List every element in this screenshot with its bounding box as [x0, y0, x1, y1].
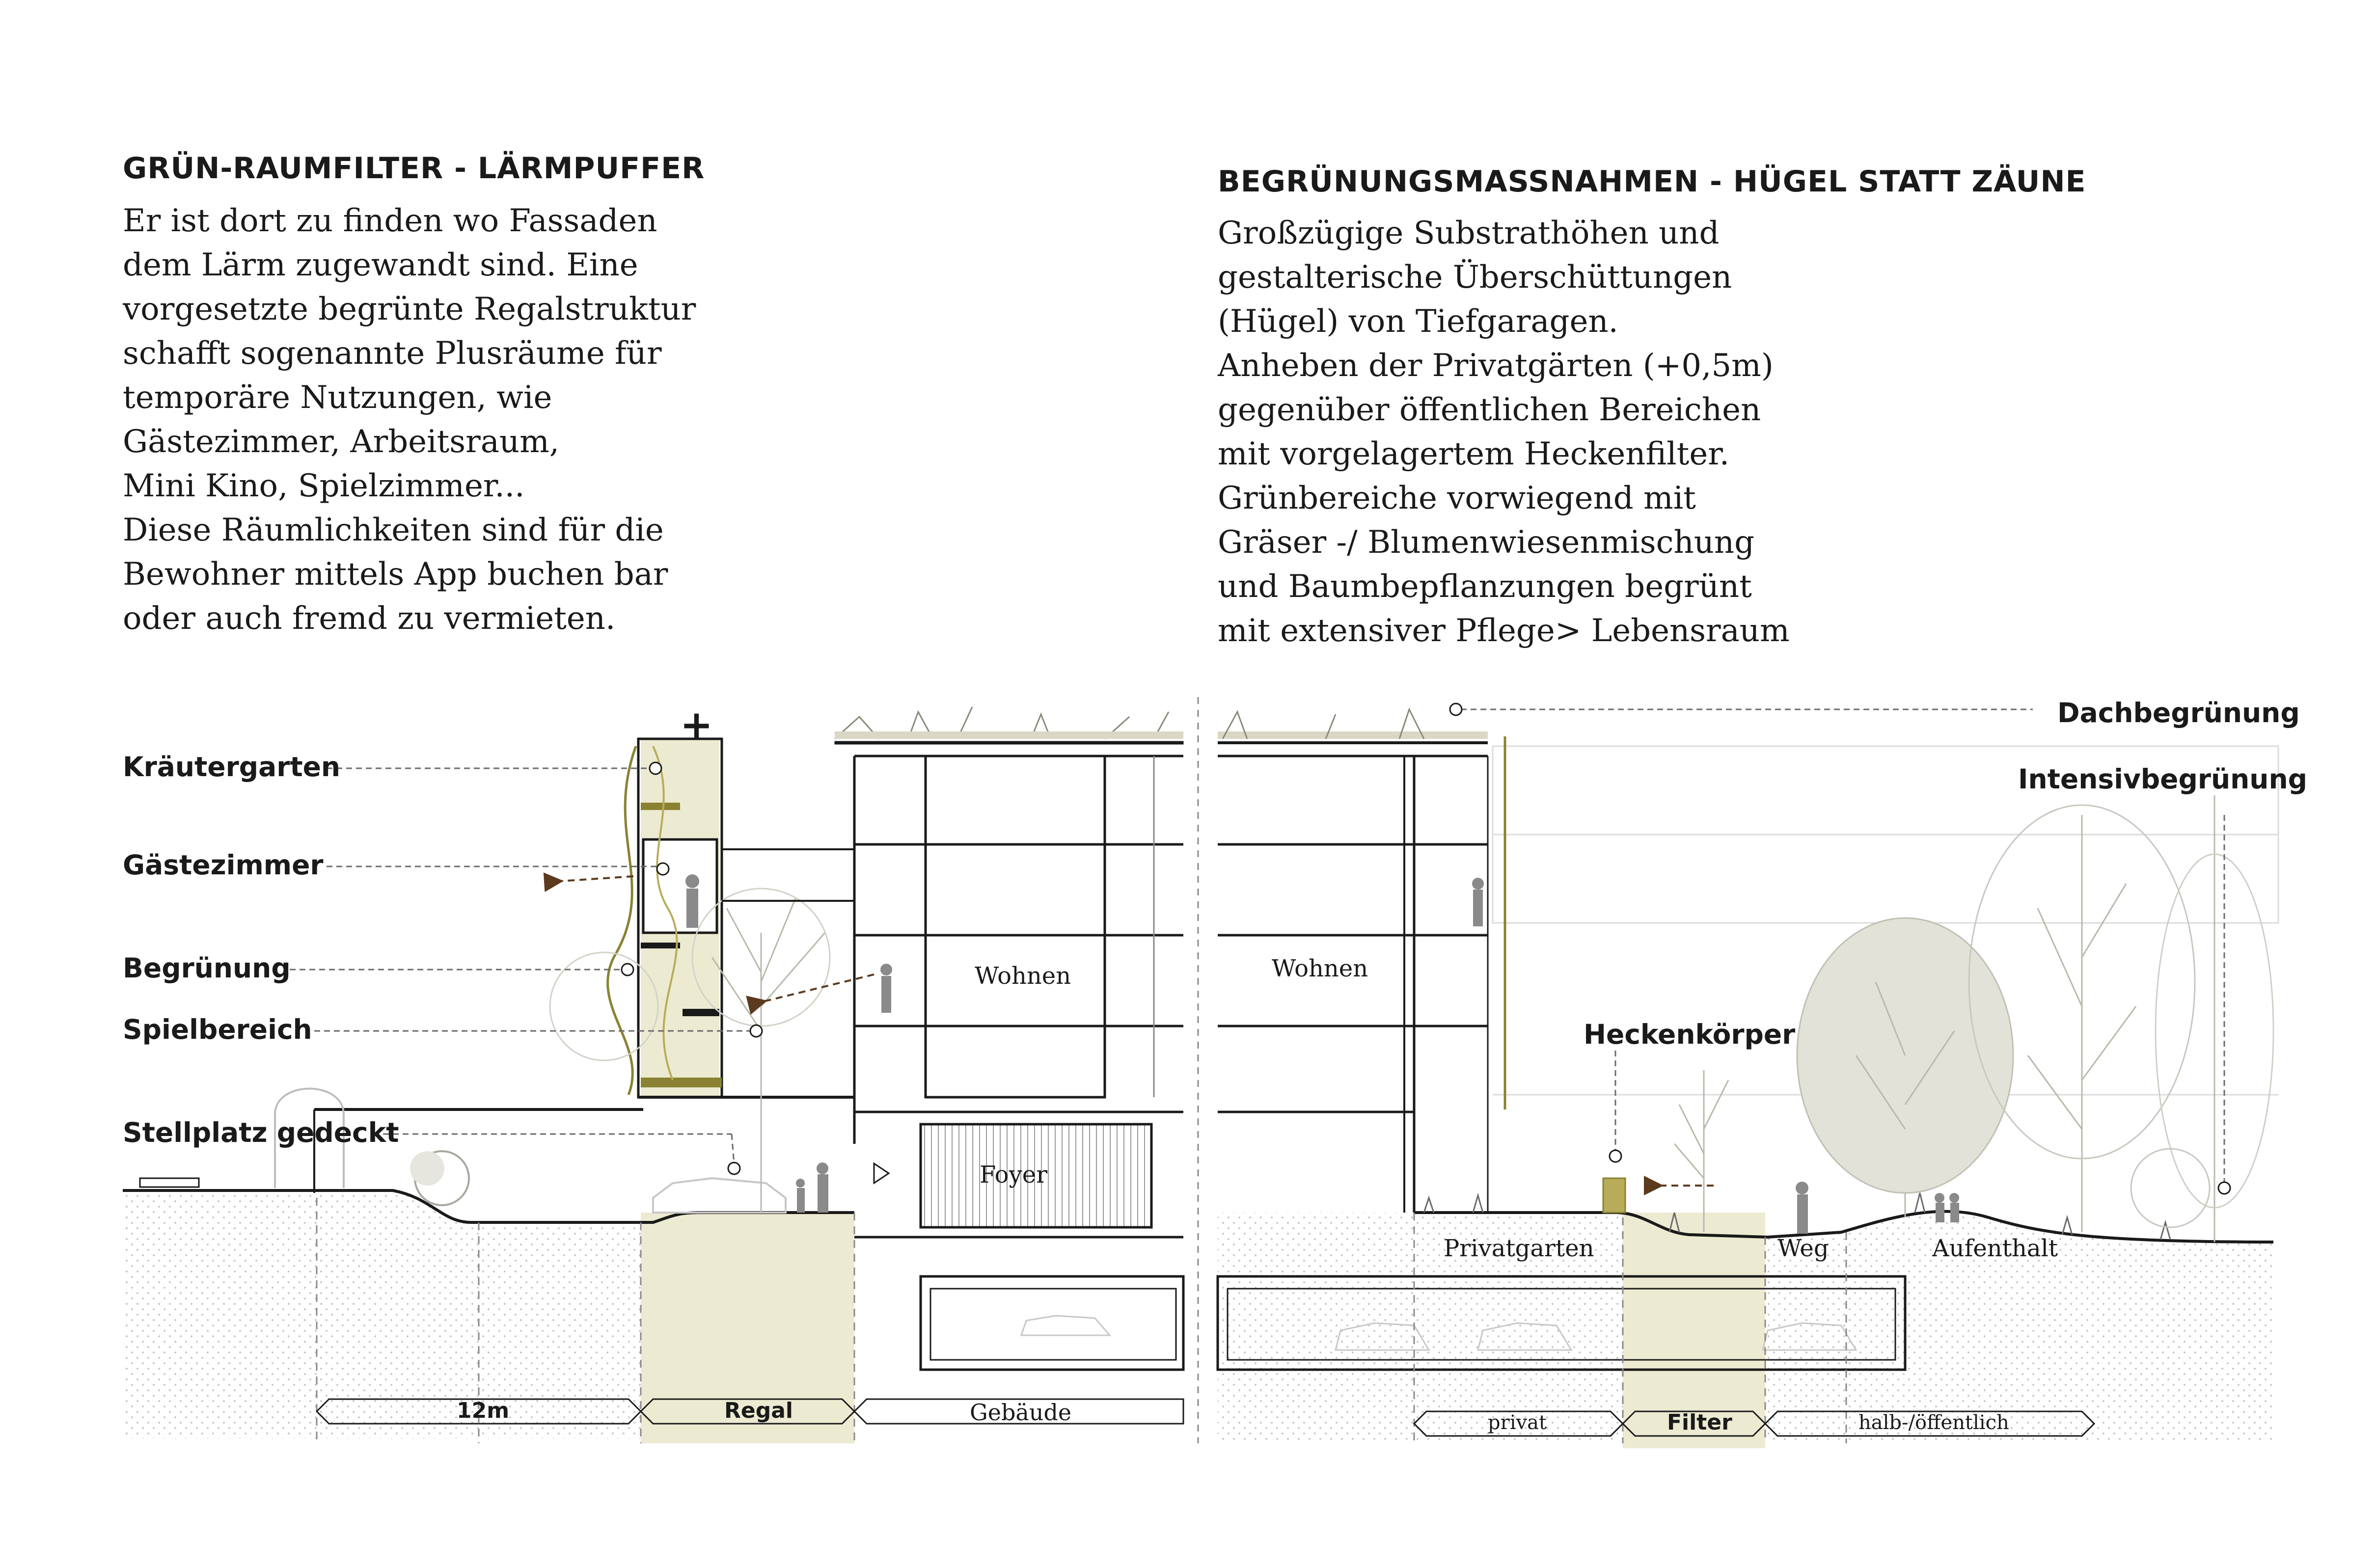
ground-privatgarten: Privatgarten	[1444, 1235, 1594, 1262]
dim-12m: 12m	[457, 1398, 510, 1423]
room-foyer: Foyer	[980, 1161, 1048, 1189]
left-paragraph	[123, 199, 696, 641]
right-paragraph-line: mit vorgelagertem Heckenfilter.	[1218, 436, 1730, 472]
label-spielbereich: Spielbereich	[123, 1014, 312, 1045]
left-section	[123, 707, 1183, 1443]
label-gaestezimmer: Gästezimmer	[123, 849, 324, 881]
left-paragraph-line: Mini Kino, Spielzimmer...	[123, 468, 525, 504]
right-paragraph-line: gestalterische Überschüttungen	[1218, 259, 1732, 296]
left-paragraph-line: oder auch fremd zu vermieten.	[123, 600, 616, 637]
zone-privat: privat	[1488, 1411, 1547, 1434]
right-paragraph-line: (Hügel) von Tiefgaragen.	[1218, 303, 1618, 340]
left-paragraph-line: Er ist dort zu finden wo Fassaden	[123, 203, 657, 239]
left-paragraph-line: vorgesetzte begrünte Regalstruktur	[123, 291, 696, 327]
right-paragraph-line: Gräser -/ Blumenwiesenmischung	[1218, 524, 1755, 561]
label-kraeutergarten: Kräutergarten	[123, 751, 341, 783]
dim-gebaeude: Gebäude	[970, 1399, 1072, 1426]
right-paragraph-line: gegenüber öffentlichen Bereichen	[1218, 392, 1761, 428]
dim-regal: Regal	[724, 1398, 793, 1423]
left-heading: GRÜN-RAUMFILTER - LÄRMPUFFER	[123, 151, 705, 186]
left-paragraph-line: temporäre Nutzungen, wie	[123, 379, 552, 416]
right-paragraph-line: mit extensiver Pflege> Lebensraum	[1218, 613, 1790, 649]
ground-aufenthalt: Aufenthalt	[1932, 1235, 2058, 1262]
left-paragraph-line: Bewohner mittels App buchen bar	[123, 556, 668, 593]
right-paragraph	[1218, 211, 1790, 653]
right-paragraph-line: Grünbereiche vorwiegend mit	[1218, 480, 1696, 516]
room-wohnen-right: Wohnen	[1272, 955, 1368, 982]
zone-oeffentlich: halb-/öffentlich	[1858, 1411, 2009, 1434]
right-paragraph-line: Großzügige Substrathöhen und	[1218, 215, 1720, 251]
ground-weg: Weg	[1777, 1235, 1829, 1262]
right-heading: BEGRÜNUNGSMASSNAHMEN - HÜGEL STATT ZÄUNE	[1218, 164, 2086, 199]
person-figure	[685, 874, 699, 928]
room-wohnen-left: Wohnen	[975, 962, 1071, 990]
left-paragraph-line: schafft sogenannte Plusräume für	[123, 335, 662, 372]
label-heckenkoerper: Heckenkörper	[1584, 1019, 1796, 1050]
left-paragraph-line: Gästezimmer, Arbeitsraum,	[123, 424, 560, 460]
zone-filter: Filter	[1667, 1410, 1732, 1435]
right-paragraph-line: und Baumbepflanzungen begrünt	[1218, 568, 1752, 605]
plus-symbol: +	[680, 702, 713, 748]
right-paragraph-line: Anheben der Privatgärten (+0,5m)	[1218, 348, 1774, 384]
left-paragraph-line: Diese Räumlichkeiten sind für die	[123, 512, 664, 548]
label-begruenung: Begrünung	[123, 952, 291, 984]
label-intensivbegruenung: Intensivbegrünung	[2018, 763, 2307, 795]
right-section	[1218, 703, 2278, 1448]
label-stellplatz: Stellplatz gedeckt	[123, 1117, 399, 1148]
label-dachbegruenung: Dachbegrünung	[2057, 697, 2300, 729]
left-paragraph-line: dem Lärm zugewandt sind. Eine	[123, 247, 638, 283]
hedge-body	[1603, 1178, 1625, 1213]
